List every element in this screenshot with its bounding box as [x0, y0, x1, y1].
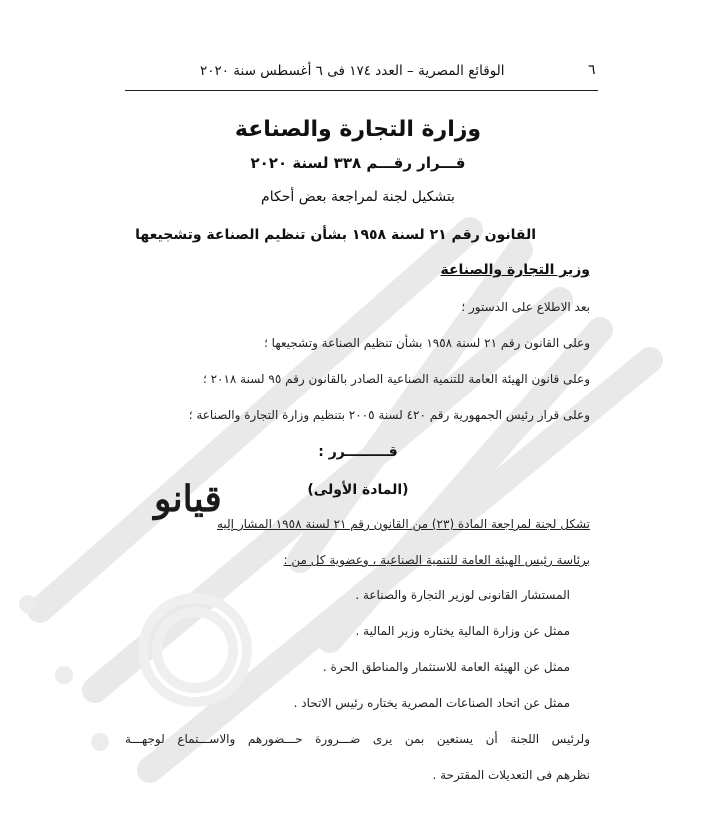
ministry-title: وزارة التجارة والصناعة	[234, 117, 482, 142]
member-item: ممثل عن اتحاد الصناعات المصرية يختاره رئيس الاتحاد .	[293, 696, 570, 710]
closing-line: ولرئيس اللجنة أن يستعين بمن يرى ضـــرورة حـــضورهم والاســـتماع لوجهـــة	[125, 732, 590, 746]
page-number: ٦	[588, 62, 596, 78]
running-header: الوقائع المصرية – العدد ١٧٤ فى ٦ أغسطس سنة ٢٠٢٠	[200, 63, 505, 79]
decree-subtitle-2: القانون رقم ٢١ لسنة ١٩٥٨ بشأن تنظيم الصناعة وتشجيعها	[135, 227, 536, 243]
closing-line: نظرهم فى التعديلات المقترحة .	[432, 768, 590, 782]
decided-heading: قـــــــــرر :	[318, 444, 398, 460]
preamble-line: وعلى القانون رقم ٢١ لسنة ١٩٥٨ بشأن تنظيم الصناعة وتشجيعها ؛	[264, 336, 590, 350]
article-text-line: تشكل لجنة لمراجعة المادة (٢٣) من القانون رقم ٢١ لسنة ١٩٥٨ المشار إليه	[216, 517, 590, 531]
article-heading: (المادة الأولى)	[307, 482, 409, 498]
decree-title: قـــرار رقـــم ٣٣٨ لسنة ٢٠٢٠	[250, 154, 466, 172]
member-item: ممثل عن وزارة المالية يختاره وزير المالية .	[355, 624, 570, 638]
decree-subtitle-1: بتشكيل لجنة لمراجعة بعض أحكام	[261, 189, 455, 205]
preamble-line: وعلى قرار رئيس الجمهورية رقم ٤٢٠ لسنة ٢٠٠٥ بتنظيم وزارة التجارة والصناعة ؛	[188, 408, 590, 422]
member-item: ممثل عن الهيئة العامة للاستثمار والمناطق الحرة .	[322, 660, 570, 674]
issuer-heading: وزير التجارة والصناعة	[440, 262, 590, 278]
preamble-line: وعلى قانون الهيئة العامة للتنمية الصناعية الصادر بالقانون رقم ٩٥ لسنة ٢٠١٨ ؛	[202, 372, 590, 386]
preamble-line: بعد الاطلاع على الدستور ؛	[461, 300, 590, 314]
article-text-line: برئاسة رئيس الهيئة العامة للتنمية الصناعية ، وعضوية كل من :	[283, 553, 590, 567]
header-rule	[125, 90, 598, 91]
member-item: المستشار القانونى لوزير التجارة والصناعة .	[355, 588, 570, 602]
publisher-logo: قيانو	[154, 478, 222, 520]
